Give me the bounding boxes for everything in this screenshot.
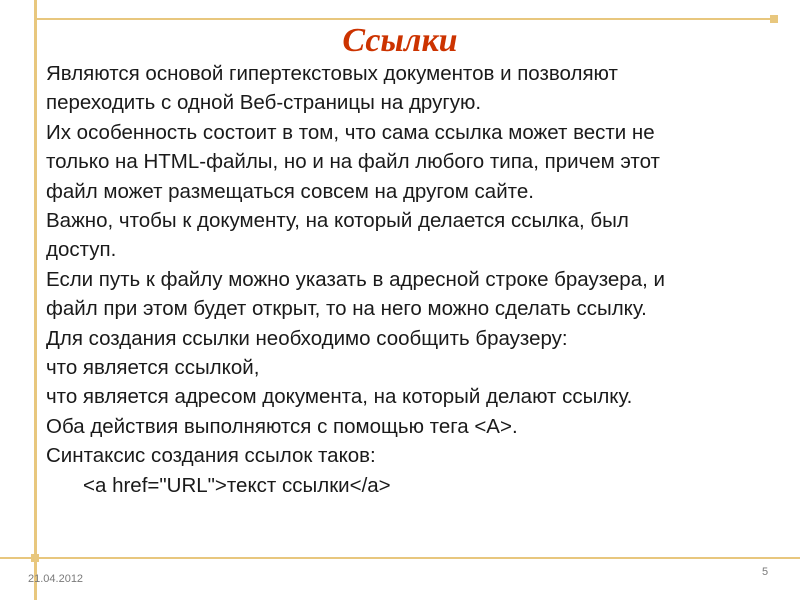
frame-bottom-line xyxy=(0,557,800,559)
body-line: Если путь к файлу можно указать в адресной строке браузера, и xyxy=(46,267,665,291)
body-line: Являются основой гипертекстовых документов и позволяют xyxy=(46,62,618,85)
body-line: Оба действия выполняются с помощью тега <A>. xyxy=(46,414,518,438)
slide-title: Ссылки xyxy=(342,22,458,59)
body-line: Для создания ссылки необходимо сообщить браузеру: xyxy=(46,326,568,350)
slide-body xyxy=(46,59,776,500)
body-line: файл при этом будет открыт, то на него можно сделать ссылку. xyxy=(46,297,647,321)
footer-date: 21.04.2012 xyxy=(28,573,84,585)
body-line: Их особенность состоит в том, что сама ссылка может вести не xyxy=(46,120,655,144)
body-line: доступ. xyxy=(46,238,117,262)
body-line: Важно, чтобы к документу, на который делается ссылка, был xyxy=(46,209,629,233)
body-line: файл может размещаться совсем на другом сайте. xyxy=(46,179,534,203)
page-number: 5 xyxy=(762,566,769,578)
body-line: только на HTML-файлы, но и на файл любого типа, причем этот xyxy=(46,150,660,174)
frame-vertical-line xyxy=(34,0,37,600)
code-example: <a href="URL">текст ссылки</a> xyxy=(83,473,391,497)
body-line: что является адресом документа, на который делают ссылку. xyxy=(46,385,633,409)
body-line: Синтаксис создания ссылок таков: xyxy=(46,444,376,468)
body-line: что является ссылкой, xyxy=(46,356,260,380)
body-line: переходить с одной Веб-страницы на другую. xyxy=(46,91,482,115)
frame-top-line xyxy=(34,18,778,20)
frame-corner-square-bottom xyxy=(31,554,39,562)
